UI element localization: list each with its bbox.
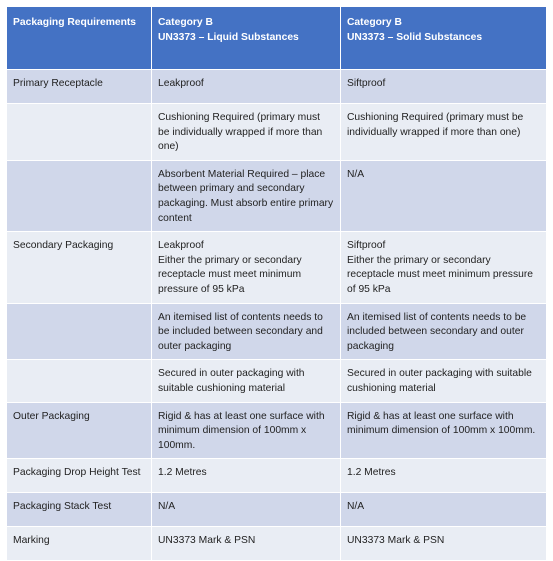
table-row — [7, 303, 547, 360]
solid-cell: Siftproof — [341, 70, 547, 104]
solid-cell: N/A — [341, 160, 547, 231]
solid-cell: UN3373 Mark & PSN — [341, 527, 547, 561]
header-liquid-subtitle: UN3373 – Liquid Substances — [158, 31, 299, 43]
liquid-cell: Absorbent Material Required – place between primary and secondary packaging. Must absorb entire primary content — [152, 160, 341, 231]
header-liquid-title: Category B — [158, 17, 213, 28]
liquid-cell: 1.2 Metres — [152, 459, 341, 493]
header-liquid — [152, 7, 341, 70]
liquid-cell: Leakproof — [152, 70, 341, 104]
row-label: Primary Receptacle — [7, 70, 152, 104]
liquid-cell: Secured in outer packaging with suitable cushioning material — [152, 360, 341, 402]
row-label: Packaging Stack Test — [7, 493, 152, 527]
row-label — [7, 104, 152, 161]
liquid-cell-text: Either the primary or secondary receptacle must meet minimum pressure of 95 kPa — [158, 254, 302, 295]
row-label: Secondary Packaging — [7, 232, 152, 303]
header-solid-title: Category B — [347, 17, 402, 28]
header-solid-subtitle: UN3373 – Solid Substances — [347, 31, 483, 43]
table-row — [7, 459, 547, 493]
row-label: Marking — [7, 527, 152, 561]
solid-cell: Secured in outer packaging with suitable cushioning material — [341, 360, 547, 402]
row-label — [7, 303, 152, 360]
solid-cell — [341, 232, 547, 303]
table-row — [7, 160, 547, 231]
liquid-cell: N/A — [152, 493, 341, 527]
solid-cell: Cushioning Required (primary must be individually wrapped if more than one) — [341, 104, 547, 161]
header-solid — [341, 7, 547, 70]
table-row — [7, 232, 547, 303]
table-row — [7, 104, 547, 161]
liquid-cell: An itemised list of contents needs to be included between secondary and outer packaging — [152, 303, 341, 360]
table-row — [7, 70, 547, 104]
liquid-cell-title: Leakproof — [158, 240, 204, 252]
header-row — [7, 7, 547, 70]
solid-cell: 1.2 Metres — [341, 459, 547, 493]
table-row — [7, 402, 547, 459]
row-label — [7, 360, 152, 402]
packaging-requirements-table — [6, 6, 547, 561]
row-label: Outer Packaging — [7, 402, 152, 459]
table-row — [7, 493, 547, 527]
header-requirements: Packaging Requirements — [7, 7, 152, 70]
liquid-cell — [152, 232, 341, 303]
row-label: Packaging Drop Height Test — [7, 459, 152, 493]
liquid-cell: Rigid & has at least one surface with minimum dimension of 100mm x 100mm. — [152, 402, 341, 459]
table-row — [7, 527, 547, 561]
row-label — [7, 160, 152, 231]
solid-cell: N/A — [341, 493, 547, 527]
table-row — [7, 360, 547, 402]
liquid-cell: UN3373 Mark & PSN — [152, 527, 341, 561]
solid-cell: An itemised list of contents needs to be included between secondary and outer packaging — [341, 303, 547, 360]
solid-cell-title: Siftproof — [347, 240, 386, 252]
solid-cell-text: Either the primary or secondary receptacle must meet minimum pressure of 95 kPa — [347, 254, 533, 295]
solid-cell: Rigid & has at least one surface with minimum dimension of 100mm x 100mm. — [341, 402, 547, 459]
liquid-cell: Cushioning Required (primary must be individually wrapped if more than one) — [152, 104, 341, 161]
